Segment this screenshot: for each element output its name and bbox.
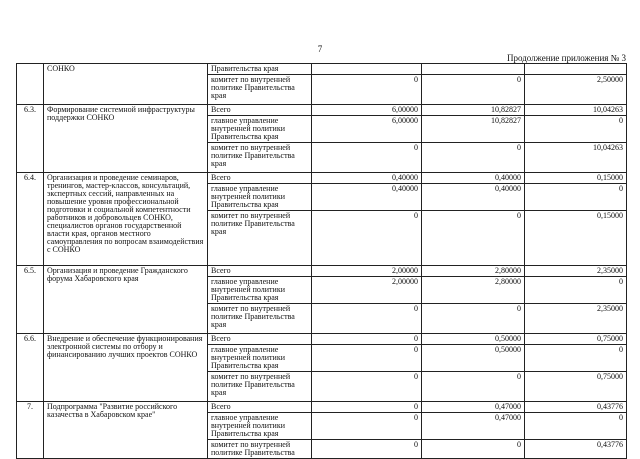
amount-year-3: 0,15000 bbox=[525, 211, 627, 266]
amount-year-2: 0 bbox=[422, 211, 525, 266]
amount-year-2 bbox=[422, 64, 525, 75]
activity-name: СОНКО bbox=[44, 64, 208, 105]
amount-year-3: 2,50000 bbox=[525, 75, 627, 105]
table-row bbox=[17, 402, 627, 413]
amount-year-1: 6,00000 bbox=[312, 116, 422, 143]
row-number: 6.5. bbox=[17, 266, 44, 334]
amount-year-3 bbox=[525, 64, 627, 75]
amount-year-1 bbox=[312, 64, 422, 75]
funding-source: главное управление внутренней политики Правительства края bbox=[208, 184, 312, 211]
amount-year-3: 0 bbox=[525, 277, 627, 304]
funding-source: комитет по внутренней политике Правительства bbox=[208, 440, 312, 459]
amount-year-2: 0 bbox=[422, 143, 525, 173]
activity-name: Организация и проведение Гражданского форума Хабаровского края bbox=[44, 266, 208, 334]
amount-year-2: 2,80000 bbox=[422, 277, 525, 304]
amount-year-1: 0,40000 bbox=[312, 173, 422, 184]
amount-year-1: 0 bbox=[312, 211, 422, 266]
funding-source: Всего bbox=[208, 173, 312, 184]
amount-year-3: 0 bbox=[525, 116, 627, 143]
table-row bbox=[17, 334, 627, 345]
amount-year-1: 0 bbox=[312, 345, 422, 372]
amount-year-1: 0 bbox=[312, 440, 422, 459]
amount-year-3: 0 bbox=[525, 345, 627, 372]
row-number: 6.6. bbox=[17, 334, 44, 402]
amount-year-2: 0 bbox=[422, 372, 525, 402]
table-row bbox=[17, 173, 627, 184]
amount-year-1: 2,00000 bbox=[312, 266, 422, 277]
activity-name: Формирование системной инфраструктуры поддержки СОНКО bbox=[44, 105, 208, 173]
amount-year-3: 2,35000 bbox=[525, 304, 627, 334]
amount-year-1: 0 bbox=[312, 304, 422, 334]
amount-year-2: 0,40000 bbox=[422, 184, 525, 211]
funding-source: комитет по внутренней политике Правительства края bbox=[208, 372, 312, 402]
amount-year-3: 2,35000 bbox=[525, 266, 627, 277]
activity-name: Подпрограмма "Развитие российского казачества в Хабаровском крае" bbox=[44, 402, 208, 459]
appendix-continuation-label: Продолжение приложения № 3 bbox=[506, 53, 626, 63]
page-number: 7 bbox=[317, 44, 323, 54]
funding-source: комитет по внутренней политике Правительства края bbox=[208, 304, 312, 334]
funding-source: комитет по внутренней политике Правительства края bbox=[208, 211, 312, 266]
amount-year-2: 2,80000 bbox=[422, 266, 525, 277]
amount-year-3: 10,04263 bbox=[525, 105, 627, 116]
amount-year-2: 0,40000 bbox=[422, 173, 525, 184]
funding-table-body bbox=[17, 64, 627, 459]
activity-name: Организация и проведение семинаров, тренингов, мастер-классов, консультаций, экспертных сессий, направленных на повышение уровня профессиональной подготовки и социальной компетентности работников и добровольцев СОНКО, специалистов органов государственной власти края, органов местного самоуправления по вопросам взаимодействия с СОНКО bbox=[44, 173, 208, 266]
funding-source: Всего bbox=[208, 402, 312, 413]
row-number bbox=[17, 64, 44, 105]
table-row bbox=[17, 266, 627, 277]
amount-year-1: 0 bbox=[312, 413, 422, 440]
amount-year-3: 0,43776 bbox=[525, 402, 627, 413]
funding-source: Всего bbox=[208, 266, 312, 277]
activity-name: Внедрение и обеспечение функционирования электронной системы по отбору и финансированию лучших проектов СОНКО bbox=[44, 334, 208, 402]
amount-year-2: 0,50000 bbox=[422, 334, 525, 345]
amount-year-2: 10,82827 bbox=[422, 116, 525, 143]
row-number: 6.3. bbox=[17, 105, 44, 173]
amount-year-1: 0 bbox=[312, 143, 422, 173]
amount-year-1: 0 bbox=[312, 402, 422, 413]
amount-year-1: 6,00000 bbox=[312, 105, 422, 116]
funding-source: главное управление внутренней политики Правительства края bbox=[208, 413, 312, 440]
amount-year-2: 0 bbox=[422, 304, 525, 334]
amount-year-3: 10,04263 bbox=[525, 143, 627, 173]
amount-year-1: 0 bbox=[312, 372, 422, 402]
amount-year-1: 0 bbox=[312, 334, 422, 345]
amount-year-2: 0 bbox=[422, 440, 525, 459]
funding-source: комитет по внутренней политике Правительства края bbox=[208, 75, 312, 105]
amount-year-1: 2,00000 bbox=[312, 277, 422, 304]
amount-year-1: 0 bbox=[312, 75, 422, 105]
amount-year-2: 0,50000 bbox=[422, 345, 525, 372]
amount-year-2: 0 bbox=[422, 75, 525, 105]
funding-source: главное управление внутренней политики Правительства края bbox=[208, 345, 312, 372]
row-number: 6.4. bbox=[17, 173, 44, 266]
amount-year-3: 0,75000 bbox=[525, 372, 627, 402]
amount-year-2: 0,47000 bbox=[422, 413, 525, 440]
funding-source: главное управление внутренней политики Правительства края bbox=[208, 277, 312, 304]
amount-year-3: 0 bbox=[525, 413, 627, 440]
amount-year-3: 0,43776 bbox=[525, 440, 627, 459]
funding-source: комитет по внутренней политике Правительства края bbox=[208, 143, 312, 173]
amount-year-3: 0,75000 bbox=[525, 334, 627, 345]
row-number: 7. bbox=[17, 402, 44, 459]
amount-year-2: 0,47000 bbox=[422, 402, 525, 413]
funding-table bbox=[16, 63, 627, 459]
funding-source: Всего bbox=[208, 105, 312, 116]
amount-year-1: 0,40000 bbox=[312, 184, 422, 211]
funding-source: главное управление внутренней политики Правительства края bbox=[208, 116, 312, 143]
amount-year-3: 0,15000 bbox=[525, 173, 627, 184]
amount-year-2: 10,82827 bbox=[422, 105, 525, 116]
funding-source: Всего bbox=[208, 334, 312, 345]
table-row bbox=[17, 105, 627, 116]
table-row bbox=[17, 64, 627, 75]
funding-source: Правительства края bbox=[208, 64, 312, 75]
amount-year-3: 0 bbox=[525, 184, 627, 211]
